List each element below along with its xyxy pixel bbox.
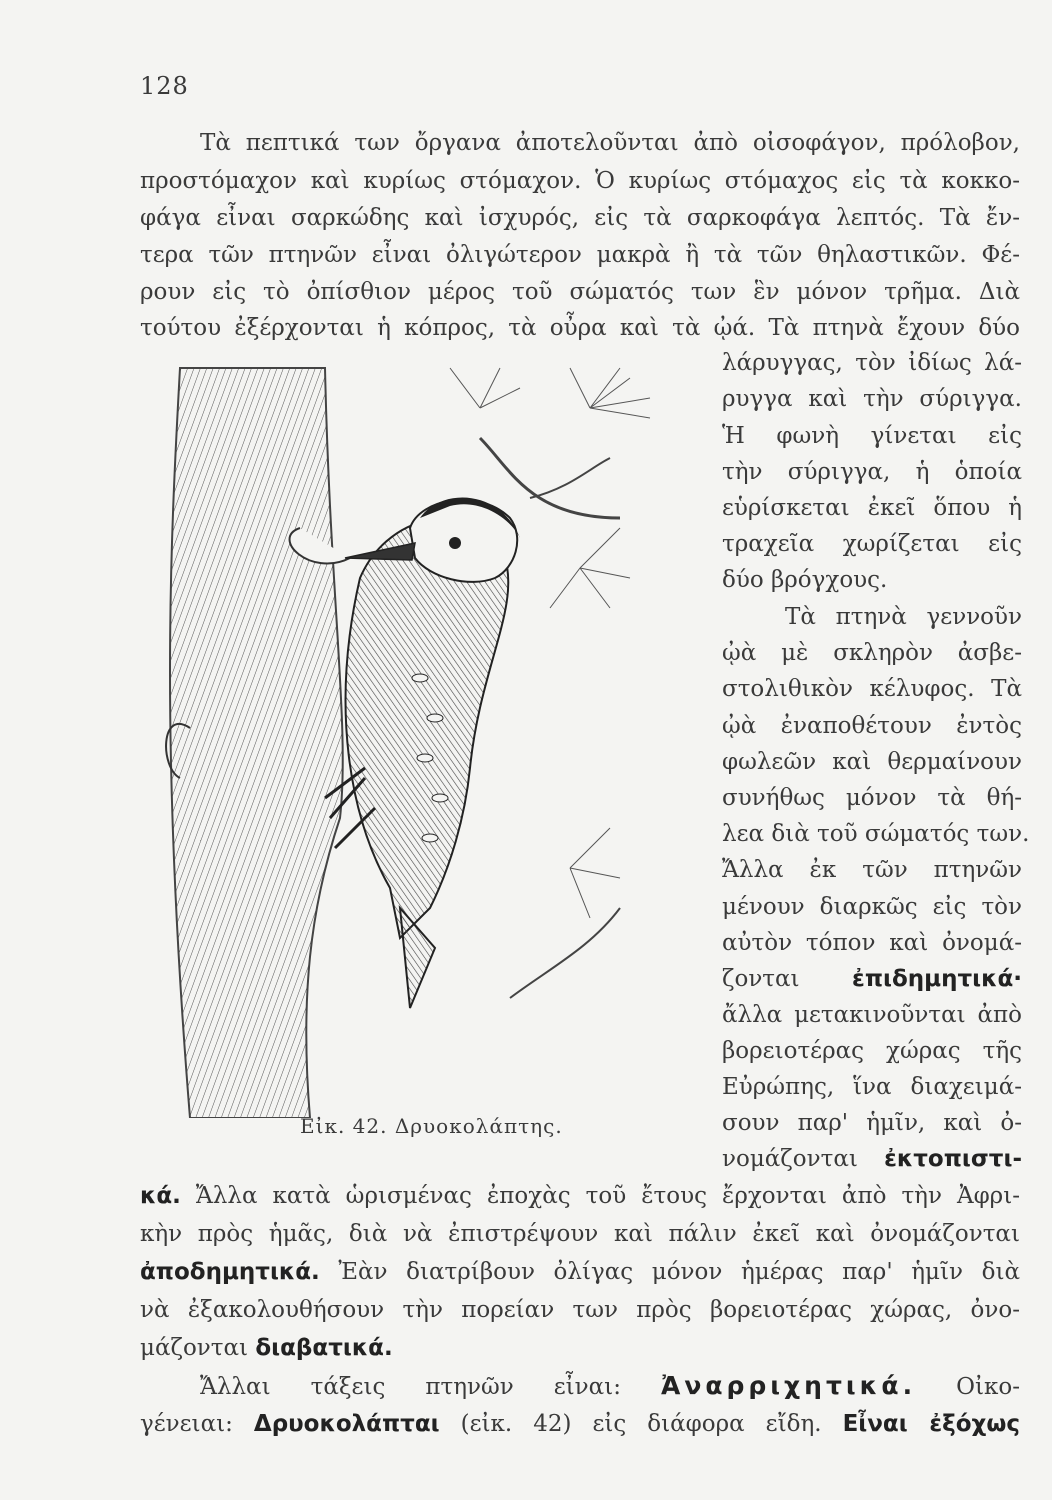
column-line: δύο βρόγχους. [722, 567, 888, 593]
column-line: βορειοτέρας χώρας τῆς [722, 1038, 1022, 1064]
column-line: τραχεῖα χωρίζεται εἰς [722, 531, 1022, 557]
column-line: λάρυγγας, τὸν ἰδίως λά- [722, 350, 1022, 376]
text-line: φάγα εἶναι σαρκώδης καὶ ἰσχυρός, εἰς τὰ σαρκοφάγα λεπτός. Τὰ ἔν- [140, 205, 1020, 231]
text-line: κὴν πρὸς ἡμᾶς, διὰ νὰ ἐπιστρέψουν καὶ πάλιν ἐκεῖ καὶ ὀνομάζονται [140, 1221, 1020, 1247]
column-line: εὑρίσκεται ἐκεῖ ὅπου ἡ [722, 495, 1022, 521]
column-line: ἄλλα μετακινοῦνται ἀπὸ [722, 1002, 1022, 1028]
term-anarrichitika: Ἀναρριχητικά. [660, 1371, 917, 1400]
column-line: τὴν σύριγγα, ἡ ὁποία [722, 459, 1022, 485]
term-apodimitika: ἀποδημητικά. [140, 1259, 320, 1285]
text-line: νὰ ἐξακολουθήσουν τὴν πορείαν των πρὸς βορειοτέρας χώρας, ὀνο- [140, 1297, 1020, 1323]
text-line: Τὰ πεπτικά των ὄργανα ἀποτελοῦνται ἀπὸ οἰσοφάγον, πρόλοβον, [200, 130, 1020, 156]
column-line: Τὰ πτηνὰ γεννοῦν [785, 604, 1022, 630]
column-line: αὐτὸν τόπον καὶ ὀνομά- [722, 930, 1022, 956]
term-epidimitika: ἐπιδημητικά· [852, 966, 1022, 992]
column-line: νομάζονται ἐκτοπιστι- [722, 1146, 1022, 1172]
term-dryokolaptai: Δρυοκολάπται [253, 1411, 440, 1437]
column-line: Ἄλλα ἐκ τῶν πτηνῶν [722, 857, 1022, 883]
text-line: γένειαι: Δρυοκολάπται (εἰκ. 42) εἰς διάφορα εἴδη. Εἶναι ἐξόχως [140, 1411, 1021, 1437]
figure-caption: Εἰκ. 42. Δρυοκολάπτης. [300, 1114, 563, 1138]
text-line: ρουν εἰς τὸ ὀπίσθιον μέρος τοῦ σώματός των ἓν μόνον τρῆμα. Διὰ [140, 279, 1020, 305]
text-line: Ἄλλαι τάξεις πτηνῶν εἶναι: Ἀναρριχητικά. Οἰκο- [200, 1371, 1020, 1400]
column-line: φωλεῶν καὶ θερμαίνουν [722, 749, 1022, 775]
column-line: ᾠὰ ἐναποθέτουν ἐντὸς [722, 713, 1022, 739]
column-line: ᾠὰ μὲ σκληρὸν ἀσβε- [722, 640, 1022, 666]
column-line: στολιθικὸν κέλυφος. Τὰ [722, 676, 1022, 702]
column-line: ρυγγα καὶ τὴν σύριγγα. [722, 386, 1022, 412]
column-line: σουν παρ' ἡμῖν, καὶ ὀ- [722, 1110, 1022, 1136]
text-line: τούτου ἐξέρχονται ἡ κόπρος, τὰ οὖρα καὶ τὰ ᾠά. Τὰ πτηνὰ ἔχουν δύο [140, 315, 1020, 341]
column-line: μένουν διαρκῶς εἰς τὸν [722, 894, 1022, 920]
text-line: ἀποδημητικά. Ἐὰν διατρίβουν ὀλίγας μόνον ἡμέρας παρ' ἡμῖν διὰ [140, 1259, 1020, 1285]
column-line: συνήθως μόνον τὰ θή- [722, 785, 1022, 811]
text-line: μάζονται διαβατικά. [140, 1335, 393, 1361]
woodpecker-illustration [150, 348, 720, 1118]
column-line: λεα διὰ τοῦ σώματός των. [722, 821, 1030, 847]
page-number: 128 [140, 72, 189, 100]
column-line: ζονται ἐπιδημητικά· [722, 966, 1022, 992]
text-line: κά. Ἄλλα κατὰ ὡρισμένας ἐποχὰς τοῦ ἔτους ἔρχονται ἀπὸ τὴν Ἀφρι- [140, 1183, 1020, 1209]
column-line: Εὐρώπης, ἵνα διαχειμά- [722, 1074, 1022, 1100]
text-line: προστόμαχον καὶ κυρίως στόμαχον. Ὁ κυρίως στόμαχος εἰς τὰ κοκκο- [140, 168, 1020, 194]
column-line: Ἡ φωνὴ γίνεται εἰς [722, 423, 1022, 449]
term-diavatika: διαβατικά. [255, 1335, 393, 1361]
term-ektopistika: ἐκτοπιστι- [884, 1146, 1022, 1172]
text-line: τερα τῶν πτηνῶν εἶναι ὀλιγώτερον μακρὰ ἢ τὰ τῶν θηλαστικῶν. Φέ- [140, 242, 1020, 268]
